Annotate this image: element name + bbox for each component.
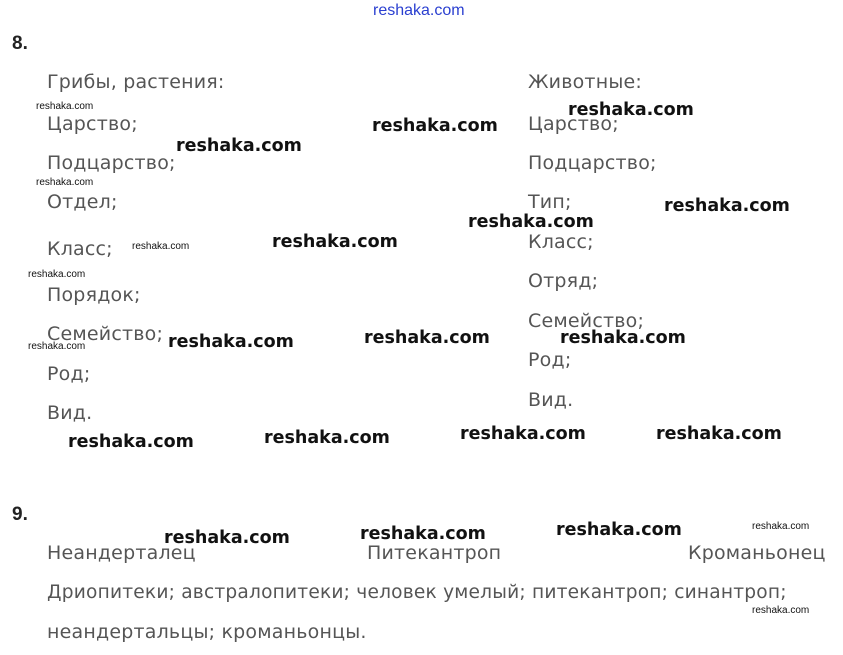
task-8-left-item: Царство; bbox=[47, 113, 138, 135]
task-8-right-item: Царство; bbox=[528, 113, 619, 135]
watermark: reshaka.com bbox=[364, 328, 490, 348]
task-8-left-item: Вид. bbox=[47, 402, 93, 424]
task-8-left-item: Подцарство; bbox=[47, 152, 176, 174]
watermark: reshaka.com bbox=[560, 328, 686, 348]
watermark: reshaka.com bbox=[656, 424, 782, 444]
task-9-number: 9. bbox=[12, 504, 28, 525]
task-8-right-item: Семейство; bbox=[528, 310, 645, 332]
task-8-right-title: Животные: bbox=[528, 71, 643, 93]
task-9-line-2: неандертальцы; кроманьонцы. bbox=[47, 621, 367, 643]
watermark: reshaka.com bbox=[372, 116, 498, 136]
task-8-left-title: Грибы, растения: bbox=[47, 71, 225, 93]
watermark: reshaka.com bbox=[460, 424, 586, 444]
watermark-small: reshaka.com bbox=[132, 241, 190, 252]
task-9-label: Питекантроп bbox=[367, 542, 502, 564]
watermark: reshaka.com bbox=[176, 136, 302, 156]
watermark: reshaka.com bbox=[568, 100, 694, 120]
watermark-small: reshaka.com bbox=[36, 101, 94, 112]
task-9-line-1: Дриопитеки; австралопитеки; человек умелый; питекантроп; синантроп; bbox=[47, 582, 787, 603]
watermark: reshaka.com bbox=[468, 212, 594, 232]
watermark: reshaka.com bbox=[164, 528, 290, 548]
task-8-left-item: Род; bbox=[47, 363, 91, 385]
task-8-left-item: Отдел; bbox=[47, 191, 118, 213]
watermark-small: reshaka.com bbox=[752, 521, 810, 532]
watermark-small: reshaka.com bbox=[28, 269, 86, 280]
watermark: reshaka.com bbox=[556, 520, 682, 540]
task-9-label: Неандерталец bbox=[47, 542, 196, 564]
task-8-right-item: Вид. bbox=[528, 389, 574, 411]
task-8-left-item: Порядок; bbox=[47, 284, 141, 306]
task-8-number: 8. bbox=[12, 33, 28, 54]
task-8-left-item: Семейство; bbox=[47, 323, 164, 345]
task-8-right-item: Класс; bbox=[528, 231, 594, 253]
header-watermark: reshaka.com bbox=[373, 2, 465, 19]
task-8-right-item: Подцарство; bbox=[528, 152, 657, 174]
task-9-label: Кроманьонец bbox=[688, 542, 826, 564]
task-8-right-item: Отряд; bbox=[528, 270, 599, 292]
watermark: reshaka.com bbox=[264, 428, 390, 448]
task-8-right-item: Род; bbox=[528, 349, 572, 371]
watermark: reshaka.com bbox=[272, 232, 398, 252]
watermark: reshaka.com bbox=[68, 432, 194, 452]
watermark: reshaka.com bbox=[168, 332, 294, 352]
watermark: reshaka.com bbox=[664, 196, 790, 216]
watermark: reshaka.com bbox=[360, 524, 486, 544]
watermark-small: reshaka.com bbox=[36, 177, 94, 188]
watermark-small: reshaka.com bbox=[28, 341, 86, 352]
watermark-small: reshaka.com bbox=[752, 605, 810, 616]
task-8-left-item: Класс; bbox=[47, 238, 113, 260]
task-8-right-item: Тип; bbox=[528, 191, 572, 213]
